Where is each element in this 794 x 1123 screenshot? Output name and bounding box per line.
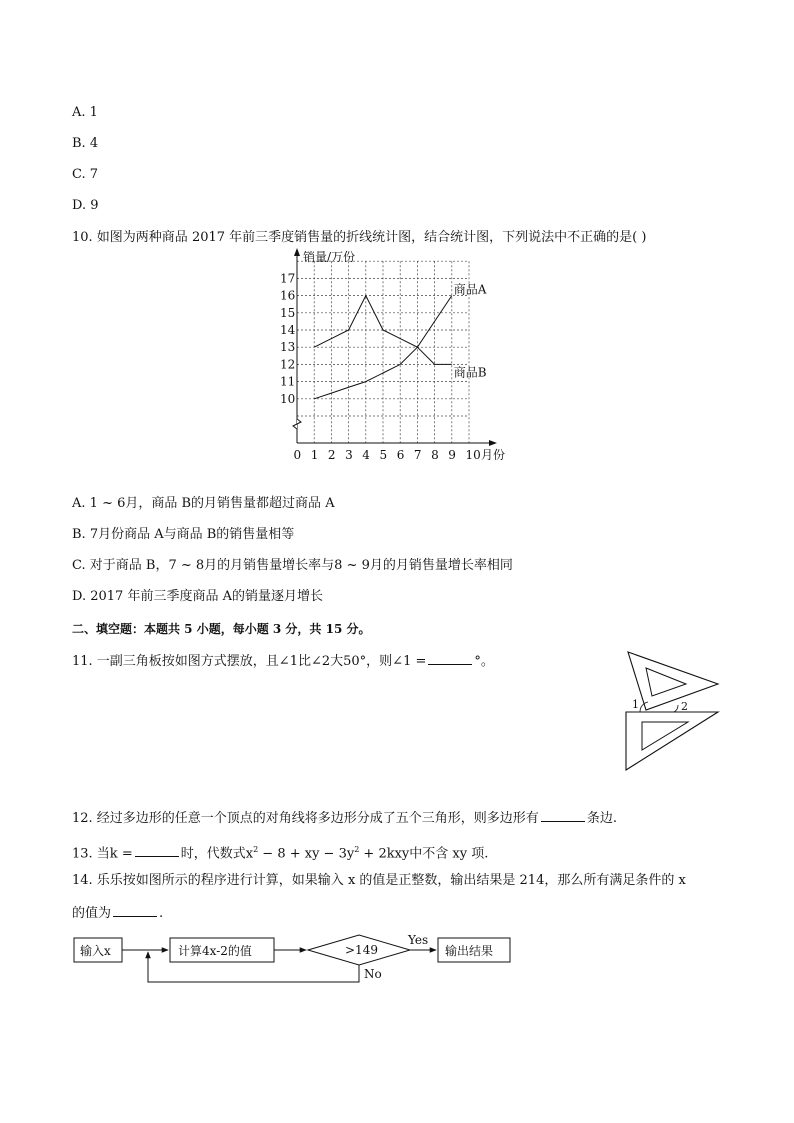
x-tick-label: 10 bbox=[465, 448, 481, 462]
y-tick-label: 12 bbox=[280, 357, 296, 372]
x-tick-label: 2 bbox=[327, 448, 336, 462]
section-2-title: 二、填空题：本题共 5 小题，每小题 3 分，共 15 分。 bbox=[72, 622, 371, 636]
x-tick-label: 5 bbox=[379, 448, 388, 462]
question-14-line2: 的值为 . bbox=[72, 903, 163, 923]
answer-blank-q11 bbox=[428, 651, 472, 665]
flow-output-label: 输出结果 bbox=[445, 944, 494, 958]
series-label: 商品B bbox=[453, 365, 487, 380]
flow-yes-label: Yes bbox=[408, 933, 429, 947]
flow-no-label: No bbox=[364, 967, 382, 981]
option-q10-a: A. 1 ~ 6月，商品 B的月销售量都超过商品 A bbox=[72, 496, 335, 511]
question-13: 13. 当k = 时，代数式$x^2 - 8$ + xy − $3y^2 + 2kxy$中不含 xy 项. bbox=[72, 845, 489, 862]
flow-condition-label: >149 bbox=[345, 943, 378, 957]
set-square-figure bbox=[620, 648, 724, 774]
flowchart bbox=[70, 930, 520, 990]
y-tick-label: 17 bbox=[280, 271, 296, 286]
x-tick-label: 0 bbox=[293, 448, 302, 462]
question-10-stem: 10. 如图为两种商品 2017 年前三季度销售量的折线统计图，结合统计图，下列说法中不正确的是( ) bbox=[72, 230, 647, 245]
question-12: 12. 经过多边形的任意一个顶点的对角线将多边形分成了五个三角形，则多边形有 条边. bbox=[72, 808, 617, 828]
x-tick-label: 4 bbox=[362, 448, 370, 462]
angle-2-label: 2 bbox=[681, 700, 688, 713]
y-tick-label: 11 bbox=[280, 374, 296, 389]
line-chart bbox=[280, 246, 530, 466]
y-tick-label: 15 bbox=[280, 305, 296, 320]
flow-compute-label: 计算4x-2的值 bbox=[178, 944, 252, 958]
question-14-line1: 14. 乐乐按如图所示的程序进行计算，如果输入 x 的值是正整数，输出结果是 214，那么所有满足条件的 x bbox=[72, 873, 686, 888]
option-q10-b: B. 7月份商品 A与商品 B的销售量相等 bbox=[72, 527, 295, 542]
option-q10-d: D. 2017 年前三季度商品 A的销量逐月增长 bbox=[72, 589, 323, 604]
y-tick-label: 10 bbox=[280, 391, 296, 406]
y-axis-label: 销量/万份 bbox=[303, 250, 356, 264]
option-q9-d: D. 9 bbox=[72, 198, 99, 213]
option-q9-b: B. 4 bbox=[72, 136, 99, 151]
option-q10-c: C. 对于商品 B，7 ~ 8月的月销售量增长率与8 ~ 9月的月销售量增长率相同 bbox=[72, 558, 513, 573]
x-tick-label: 8 bbox=[431, 448, 439, 462]
option-q9-a: A. 1 bbox=[72, 105, 98, 120]
answer-blank-q14 bbox=[113, 903, 157, 917]
x-tick-label: 7 bbox=[413, 448, 422, 462]
y-tick-label: 14 bbox=[280, 323, 296, 337]
y-axis-arrow bbox=[294, 248, 300, 256]
axis-break-mark bbox=[293, 419, 301, 429]
y-tick-label: 16 bbox=[280, 288, 296, 303]
x-tick-label: 6 bbox=[396, 448, 405, 462]
option-q9-c: C. 7 bbox=[72, 167, 99, 182]
x-axis-label: 月份 bbox=[481, 448, 506, 462]
x-tick-label: 3 bbox=[345, 448, 353, 462]
x-tick-label: 9 bbox=[448, 448, 456, 462]
x-axis-arrow bbox=[489, 440, 497, 446]
flow-input-label: 输入x bbox=[80, 944, 111, 958]
angle-1-label: 1 bbox=[632, 698, 639, 711]
question-11: 11. 一副三角板按如图方式摆放，且∠1比∠2大50°，则∠1 = °。 bbox=[72, 651, 494, 671]
series-label: 商品A bbox=[453, 282, 487, 297]
answer-blank-q13 bbox=[135, 843, 179, 857]
x-tick-label: 1 bbox=[310, 448, 319, 462]
answer-blank-q12 bbox=[541, 808, 585, 822]
y-tick-label: 13 bbox=[280, 340, 296, 355]
